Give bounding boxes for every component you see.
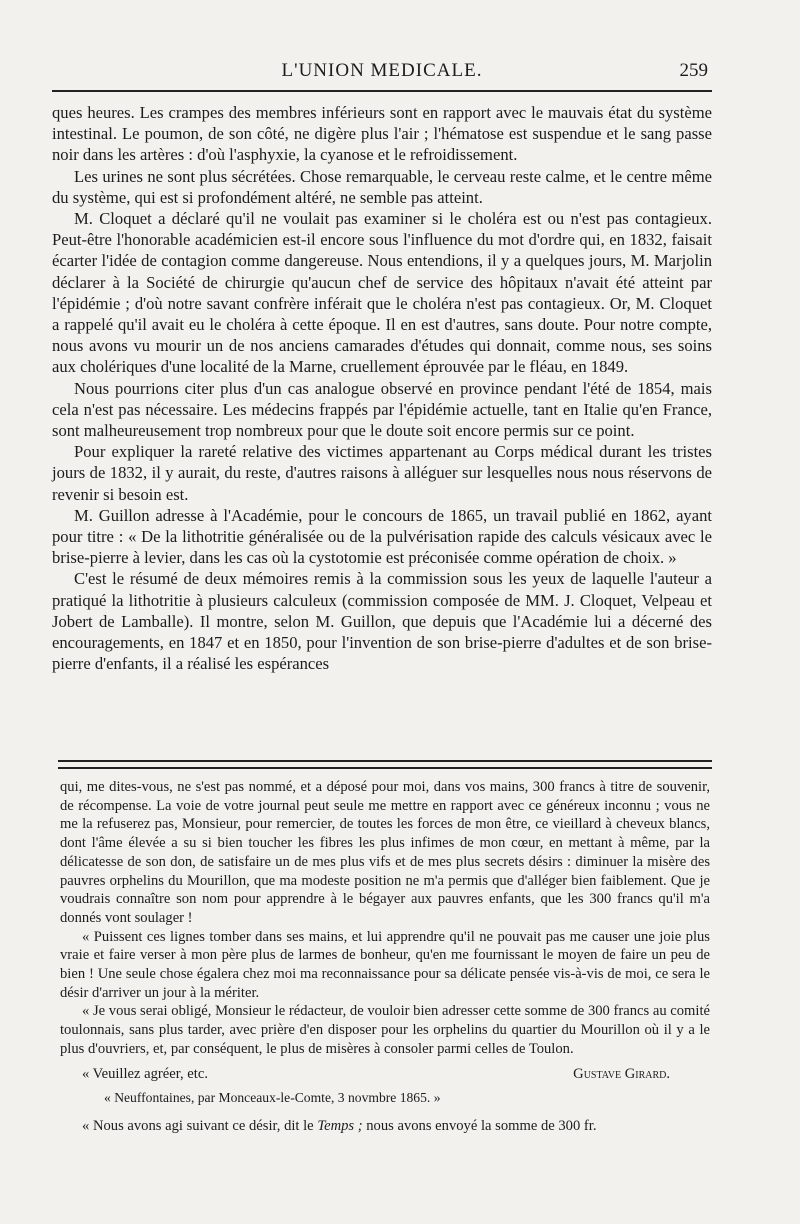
- main-paragraph: Pour expliquer la rareté relative des victimes appartenant au Corps médical durant les tristes jours de 1832, il y aurait, du reste, d'autres raisons à alléguer sur lesquelles nous nous réservons de revenir si besoin est.: [52, 442, 712, 504]
- running-header: [52, 60, 712, 86]
- main-paragraph: C'est le résumé de deux mémoires remis à la commission sous les yeux de laquelle l'auteur a pratiqué la lithotritie à plusieurs calculeux (commission composée de MM. J. Cloquet, Velpeau et Jobert de Lamballe). Il montre, selon M. Guillon, que depuis que l'Académie lui a décerné des encouragements, en 1847 et en 1850, pour l'invention de son brise-pierre d'adultes et de son brise-pierre d'enfants, il a réalisé les espérances: [52, 569, 712, 674]
- place-date: « Neuffontaines, par Monceaux-le-Comte, 3 novmbre 1865. »: [104, 1089, 441, 1105]
- final-text-start: « Nous avons agi suivant ce désir, dit le: [82, 1118, 314, 1135]
- header-rule: [52, 90, 712, 92]
- main-text: [52, 102, 712, 674]
- closing-formula: « Veuillez agréer, etc.: [82, 1065, 208, 1082]
- final-paragraph: [60, 1117, 710, 1136]
- main-paragraph: Nous pourrions citer plus d'un cas analogue observé en province pendant l'été de 1854, mais cela n'est pas nécessaire. Les médecins frappés par l'épidémie actuelle, tant en Italie qu'en France, sont malheureusement trop nombreux pour que le doute soit encore permis sur ce point.: [52, 378, 712, 441]
- note-paragraph: qui, me dites-vous, ne s'est pas nommé, et a déposé pour moi, dans vos mains, 300 francs à titre de souvenir, de récompense. La voie de votre journal peut seule me mettre en rapport avec ce généreux inconnu ; vous ne me la refuserez pas, Monsieur, pour remercier, de toutes les forces de mon être, ce vieillard à cheveux blancs, dont l'âme élevée a su si bien toucher les fibres les plus infimes de mon cœur, en mettant à même, par la délicatesse de son don, de satisfaire un de mes plus vifs et de mes plus secrets désirs : diminuer la misère des pauvres orphelins du Mourillon, que ma modeste position ne m'a permis que d'alléger bien faiblement. Que je voudrais connaître son nom pour apprendre à le bégayer aux pauvres enfants, que les 300 francs qu'il m'a donnés vont soulager !: [60, 779, 710, 926]
- letter-signoff: [60, 1065, 710, 1085]
- note-paragraph: « Je vous serai obligé, Monsieur le rédacteur, de vouloir bien adresser cette somme de 300 francs au comité toulonnais, sans plus tarder, avec prière d'en disposer pour les orphelins du quartier du Mourillon où il y a le plus d'ouvriers, et, par conséquent, le plus de misères à consoler parmi celles de Toulon.: [60, 1003, 710, 1057]
- page-number: 259: [679, 60, 708, 81]
- main-paragraph: Les urines ne sont plus sécrétées. Chose remarquable, le cerveau reste calme, et le centre même du système, qui est si profondément altéré, ne semble pas atteint.: [52, 166, 712, 207]
- journal-title: L'UNION MEDICALE.: [281, 60, 483, 81]
- note-paragraph: « Puissent ces lignes tomber dans ses mains, et lui apprendre qu'il ne pouvait pas me causer une joie plus vraie et faire verser à mon père plus de larmes de bonheur, qu'en me fournissant le moyen de faire un peu de bien ! Une seule chose égalera chez moi ma reconnaissance pour sa délicate pensée vis-à-vis de moi, ce sera le désir d'arriver un jour à la mériter.: [60, 928, 710, 1001]
- main-paragraph: M. Cloquet a déclaré qu'il ne voulait pas examiner si le choléra est ou n'est pas contagieux. Peut-être l'honorable académicien est-il encore sous l'influence du mot d'ordre qui, en 1832, faisait écarter l'idée de contagion comme dangereuse. Nous entendions, il y a quelques jours, M. Marjolin déclarer à la Société de chirurgie qu'aucun chef de service des hôpitaux n'avait été atteint par l'épidémie ; d'où notre savant confrère inférait que le choléra n'est pas contagieux. Or, M. Cloquet a rappelé qu'il avait eu le choléra à cette époque. Il en est d'autres, sans doute. Pour notre compte, nous avons vu mourir un de nos anciens camarades d'études qui donnait, comme nous, ses soins aux cholériques d'une localité de la Marne, cruellement éprouvée par le fléau, en 1849.: [52, 209, 712, 377]
- newspaper-name: Temps ;: [317, 1118, 363, 1135]
- main-paragraph: M. Guillon adresse à l'Académie, pour le concours de 1865, un travail publié en 1862, ayant pour titre : « De la lithotritie généralisée ou de la pulvérisation rapide des calculs vésicaux avec le brise-pierre à levier, dans les cas où la cystotomie est préconisée comme opération de choix. »: [52, 505, 712, 568]
- final-text-end: nous avons envoyé la somme de 300 fr.: [366, 1118, 597, 1135]
- main-paragraph: ques heures. Les crampes des membres inférieurs sont en rapport avec le mauvais état du système intestinal. Le poumon, de son côté, ne digère plus l'air ; l'hématose est suspendue et le sang passe noir dans les artères : d'où l'asphyxie, la cyanose et le refroidissement.: [52, 103, 712, 165]
- section-divider: [58, 760, 712, 769]
- signature: Gustave Girard.: [573, 1065, 670, 1082]
- feuilleton-text: [60, 778, 710, 1136]
